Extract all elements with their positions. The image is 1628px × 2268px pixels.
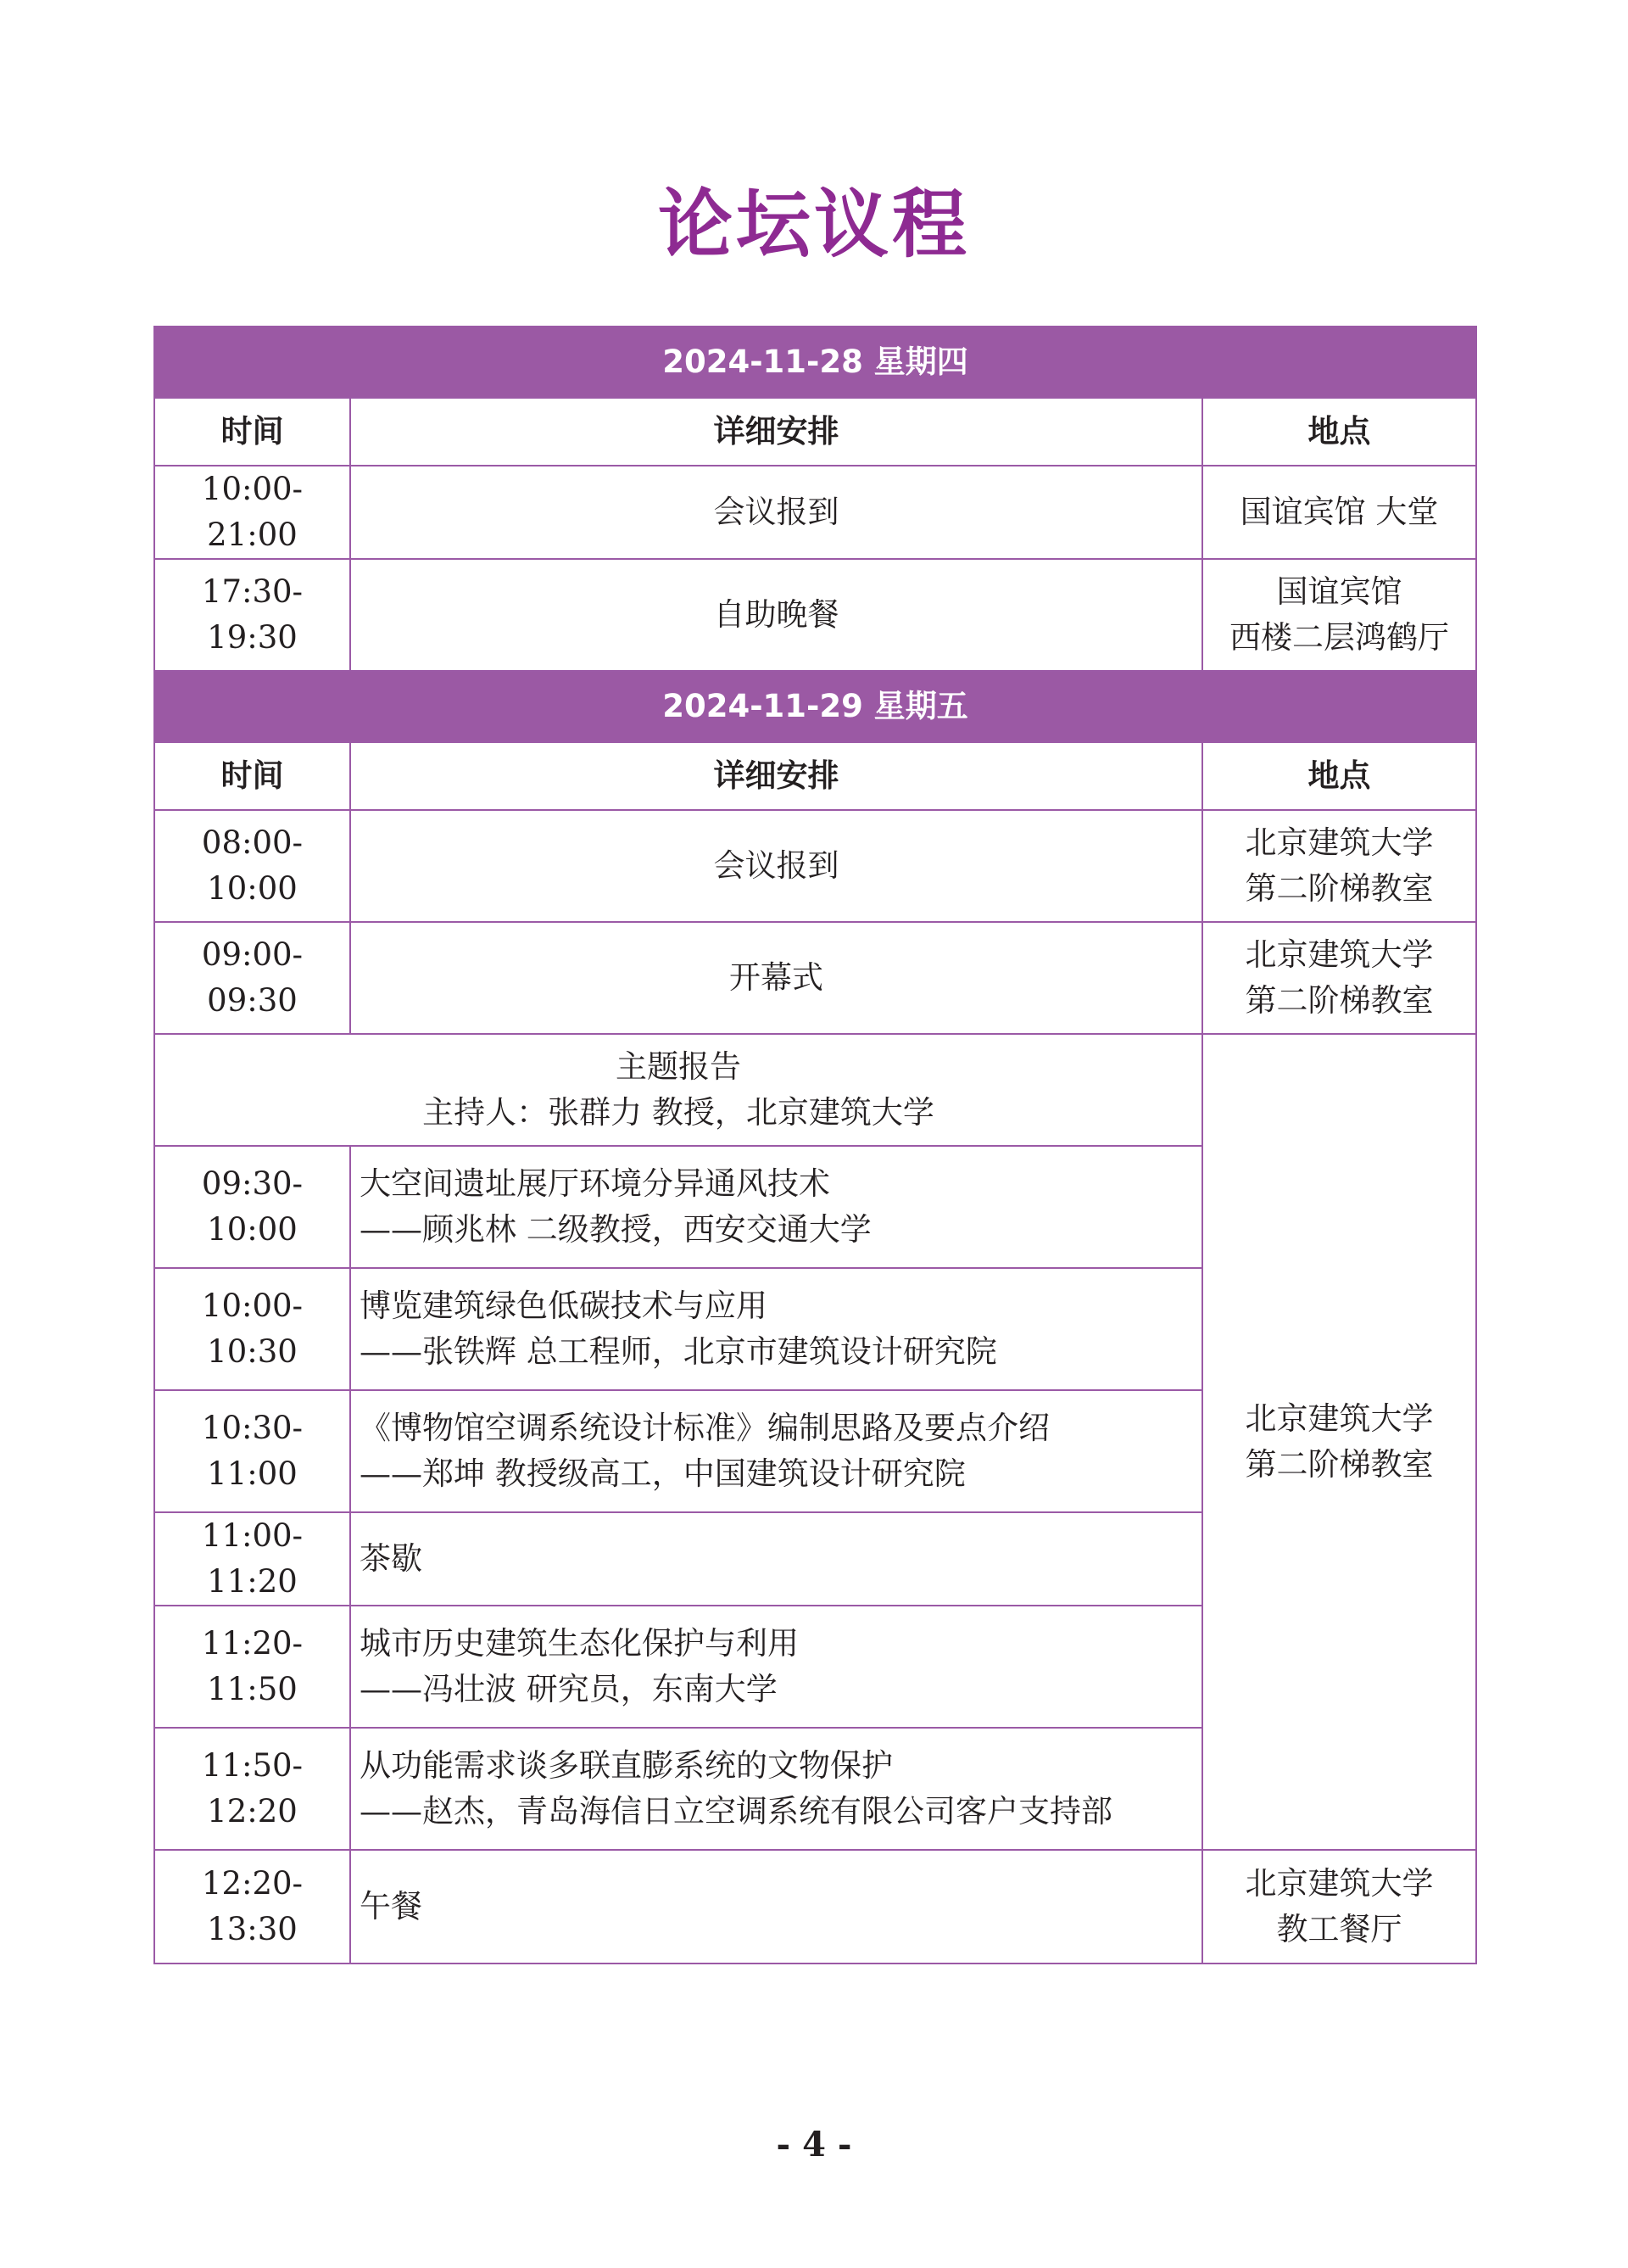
detail-cell: 自助晚餐 — [350, 559, 1202, 671]
header-row — [154, 398, 1476, 466]
venue-cell — [1202, 1034, 1476, 1850]
header-venue: 地点 — [1202, 398, 1476, 466]
venue-line: 教工餐厅 — [1276, 1911, 1402, 1947]
talk-speaker: ——赵杰，青岛海信日立空调系统有限公司客户支持部 — [360, 1793, 1112, 1829]
venue-cell — [1202, 559, 1476, 671]
header-detail: 详细安排 — [350, 398, 1202, 466]
talk-topic: 博览建筑绿色低碳技术与应用 — [360, 1288, 767, 1324]
talk-cell — [350, 1606, 1202, 1728]
detail-cell: 会议报到 — [350, 466, 1202, 559]
venue-line: 第二阶梯教室 — [1245, 982, 1434, 1019]
venue-line: 北京建筑大学 — [1245, 936, 1434, 973]
header-time: 时间 — [154, 398, 350, 466]
talk-topic: 城市历史建筑生态化保护与利用 — [360, 1625, 799, 1662]
time-cell: 10:00-10:30 — [154, 1268, 350, 1390]
header-venue: 地点 — [1202, 742, 1476, 810]
talk-cell — [350, 1728, 1202, 1850]
detail-cell: 开幕式 — [350, 922, 1202, 1034]
talk-speaker: ——张铁辉 总工程师，北京市建筑设计研究院 — [360, 1333, 997, 1370]
venue-line: 北京建筑大学 — [1245, 1400, 1434, 1437]
date-row-day1 — [154, 327, 1476, 398]
detail-cell: 会议报到 — [350, 810, 1202, 922]
talk-cell — [350, 1268, 1202, 1390]
time-cell: 11:20-11:50 — [154, 1606, 350, 1728]
talk-topic: 从功能需求谈多联直膨系统的文物保护 — [360, 1747, 893, 1784]
talk-topic: 《博物馆空调系统设计标准》编制思路及要点介绍 — [360, 1410, 1050, 1446]
table-row — [154, 810, 1476, 922]
venue-cell — [1202, 922, 1476, 1034]
venue-line: 北京建筑大学 — [1245, 1865, 1434, 1902]
keynote-host: 主持人：张群力 教授，北京建筑大学 — [422, 1094, 934, 1131]
agenda-table — [153, 326, 1477, 1964]
venue-line: 西楼二层鸿鹤厅 — [1229, 619, 1449, 656]
detail-cell: 茶歇 — [350, 1512, 1202, 1606]
date-label: 2024-11-28 星期四 — [154, 327, 1476, 398]
table-row — [154, 1850, 1476, 1964]
page-title: 论坛议程 — [657, 181, 970, 268]
time-cell: 09:00-09:30 — [154, 922, 350, 1034]
time-cell: 10:00-21:00 — [154, 466, 350, 559]
date-row-day2 — [154, 671, 1476, 742]
time-cell: 11:50-12:20 — [154, 1728, 350, 1850]
keynote-title: 主题报告 — [616, 1048, 741, 1085]
header-detail: 详细安排 — [350, 742, 1202, 810]
keynote-header-cell — [154, 1034, 1202, 1146]
talk-speaker: ——顾兆林 二级教授，西安交通大学 — [360, 1211, 872, 1248]
venue-cell — [1202, 810, 1476, 922]
talk-cell — [350, 1390, 1202, 1512]
talk-cell — [350, 1146, 1202, 1268]
table-row — [154, 466, 1476, 559]
time-cell: 17:30-19:30 — [154, 559, 350, 671]
page-number: - 4 - — [776, 2125, 852, 2165]
venue-line: 北京建筑大学 — [1245, 824, 1434, 861]
talk-speaker: ——冯壮波 研究员，东南大学 — [360, 1671, 778, 1707]
venue-cell — [1202, 1850, 1476, 1964]
keynote-header-row — [154, 1034, 1476, 1146]
table-row — [154, 559, 1476, 671]
time-cell: 12:20-13:30 — [154, 1850, 350, 1964]
venue-line: 第二阶梯教室 — [1245, 1446, 1434, 1483]
detail-cell: 午餐 — [350, 1850, 1202, 1964]
venue-line: 第二阶梯教室 — [1245, 870, 1434, 907]
talk-speaker: ——郑坤 教授级高工，中国建筑设计研究院 — [360, 1455, 966, 1492]
time-cell: 08:00-10:00 — [154, 810, 350, 922]
header-row — [154, 742, 1476, 810]
venue-cell: 国谊宾馆 大堂 — [1202, 466, 1476, 559]
venue-line: 国谊宾馆 — [1276, 573, 1402, 610]
time-cell: 10:30-11:00 — [154, 1390, 350, 1512]
header-time: 时间 — [154, 742, 350, 810]
table-row — [154, 922, 1476, 1034]
time-cell: 09:30-10:00 — [154, 1146, 350, 1268]
talk-topic: 大空间遗址展厅环境分异通风技术 — [360, 1165, 830, 1202]
date-label: 2024-11-29 星期五 — [154, 671, 1476, 742]
time-cell: 11:00-11:20 — [154, 1512, 350, 1606]
